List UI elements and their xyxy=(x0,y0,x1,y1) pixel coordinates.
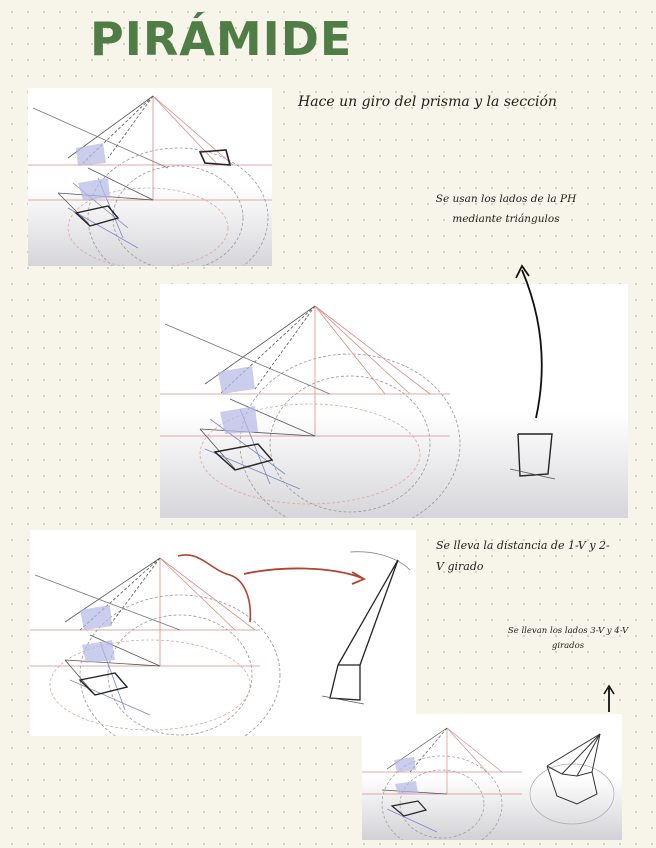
pyramid-drawing-1 xyxy=(28,88,272,266)
small-up-arrow-icon xyxy=(602,684,616,714)
drawing-screenshot-2 xyxy=(160,284,628,518)
note-lados-ph: Se usan los lados de la PH mediante triángulos xyxy=(435,193,577,225)
note-lados-girados: Se llevan los lados 3-V y 4-V girados xyxy=(507,626,629,652)
page-title: PIRÁMIDE xyxy=(90,12,353,66)
drawing-screenshot-4 xyxy=(362,714,622,840)
pyramid-drawing-2 xyxy=(160,284,628,518)
drawing-screenshot-1 xyxy=(28,88,272,266)
pyramid-drawing-4 xyxy=(362,714,622,840)
note-rotation: Hace un giro del prisma y la sección xyxy=(298,94,557,110)
note-distancia: Se lleva la distancia de 1-V y 2-V girado xyxy=(436,539,610,573)
drawing-screenshot-3 xyxy=(30,530,416,736)
red-curved-arrow-icon xyxy=(240,562,370,592)
pyramid-drawing-3 xyxy=(30,530,416,736)
curved-arrow-icon xyxy=(512,262,552,422)
